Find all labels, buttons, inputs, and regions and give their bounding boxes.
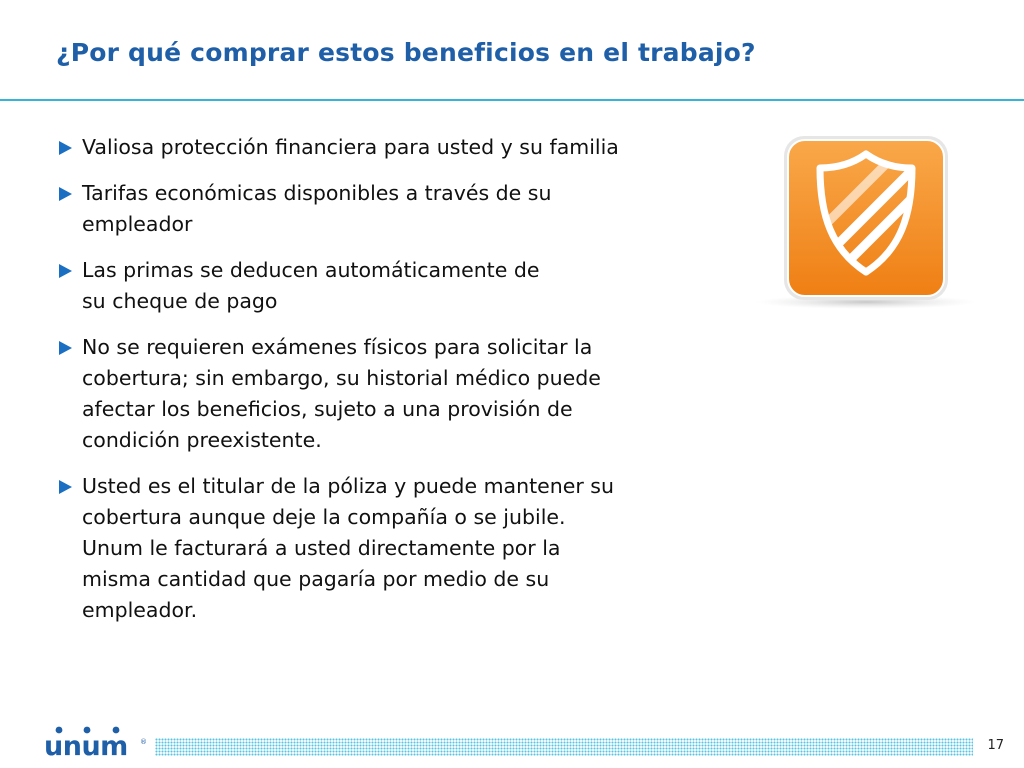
shield-icon [748, 124, 980, 314]
bullet-text-line: empleador [82, 212, 193, 236]
bullet-text-line: No se requieren exámenes físicos para solicitar la [82, 335, 593, 359]
bullet-text-line: empleador. [82, 598, 198, 622]
triangle-bullet-icon [59, 341, 72, 355]
bullet-text-line: su cheque de pago [82, 289, 278, 313]
triangle-bullet-icon [59, 480, 72, 494]
bullet-text-line: Unum le facturará a usted directamente por la [82, 536, 561, 560]
bullet-text-line: Las primas se deducen automáticamente de [82, 258, 540, 282]
unum-logo [44, 724, 148, 762]
bullet-text-line: misma cantidad que pagaría por medio de su [82, 567, 550, 591]
bullet-item [56, 178, 756, 240]
bullet-text-line: cobertura aunque deje la compañía o se jubile. [82, 505, 566, 529]
logo-wordmark: unum [44, 731, 128, 758]
page-number: 17 [987, 738, 1004, 753]
bullet-text-line: Tarifas económicas disponibles a través de su [82, 181, 552, 205]
bullet-text-line: afectar los beneficios, sujeto a una provisión de [82, 397, 573, 421]
registered-mark: ® [140, 738, 147, 746]
bullet-list [56, 132, 756, 641]
slide-title: ¿Por qué comprar estos beneficios en el trabajo? [56, 38, 756, 67]
bullet-text-line: condición preexistente. [82, 428, 322, 452]
title-divider [0, 99, 1024, 101]
triangle-bullet-icon [59, 141, 72, 155]
triangle-bullet-icon [59, 264, 72, 278]
bullet-item [56, 471, 756, 626]
bullet-text-line: cobertura; sin embargo, su historial médico puede [82, 366, 601, 390]
bullet-text-line: Valiosa protección financiera para usted y su familia [82, 135, 619, 159]
bullet-item [56, 332, 756, 456]
footer-dot-pattern [155, 738, 973, 756]
bullet-item [56, 132, 756, 163]
triangle-bullet-icon [59, 187, 72, 201]
bullet-item [56, 255, 756, 317]
bullet-text-line: Usted es el titular de la póliza y puede mantener su [82, 474, 614, 498]
